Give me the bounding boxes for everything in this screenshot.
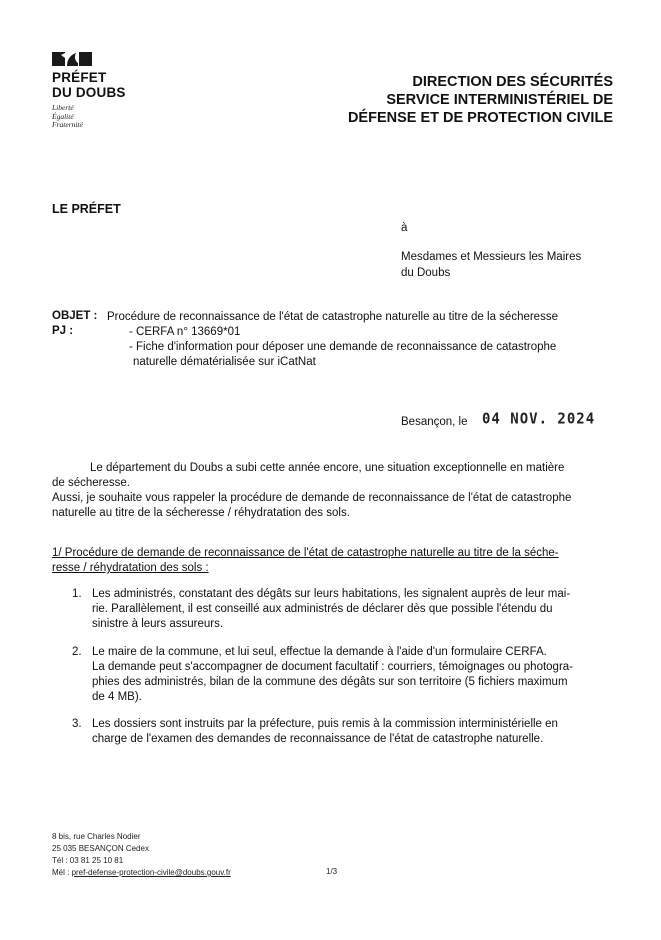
step-1-line-2: rie. Parallèlement, il est conseillé aux administrés de déclarer dès que possible l'étendu du	[92, 603, 553, 615]
objet-text: Procédure de reconnaissance de l'état de catastrophe naturelle au titre de la sécheresse	[107, 311, 558, 323]
marianne-logo-icon	[52, 52, 92, 66]
footer-mel	[52, 867, 231, 879]
recipient-a: à	[401, 222, 408, 234]
page-number: 1/3	[326, 867, 338, 876]
pj-item-2-line-1: - Fiche d'information pour déposer une demande de reconnaissance de catastrophe	[129, 341, 557, 353]
aussi-line-1: Aussi, je souhaite vous rappeler la procédure de demande de reconnaissance de l'état de catastrophe	[52, 492, 572, 504]
direction-heading	[348, 73, 613, 127]
direction-line-2: SERVICE INTERMINISTÉRIEL DE	[386, 92, 613, 108]
recipient-line-1: Mesdames et Messieurs les Maires	[401, 251, 582, 263]
aussi-line-2: naturelle au titre de la sécheresse / réhydratation des sols.	[52, 507, 350, 519]
footer-address-1: 8 bis, rue Charles Nodier	[52, 832, 141, 841]
step-3-line-1: Les dossiers sont instruits par la préfecture, puis remis à la commission interministérielle en	[92, 718, 558, 730]
step-3-number: 3.	[72, 718, 82, 730]
intro-line-1: Le département du Doubs a subi cette année encore, une situation exceptionnelle en matière	[90, 462, 565, 474]
section-title-line-1: 1/ Procédure de demande de reconnaissance de l'état de catastrophe naturelle au titre de la séche-	[52, 547, 559, 559]
pj-item-1: - CERFA n° 13669*01	[129, 326, 241, 338]
devise-fraternite: Fraternité	[52, 120, 83, 129]
footer-tel: Tél : 03 81 25 10 81	[52, 856, 124, 865]
objet-label: OBJET :	[52, 310, 98, 322]
footer-email-link[interactable]: pref-defense-protection-civile@doubs.gouv.fr	[71, 868, 231, 877]
step-3-line-2: charge de l'examen des demandes de reconnaissance de l'état de catastrophe naturelle.	[92, 733, 544, 745]
step-3-text	[92, 717, 614, 747]
recipient-line-2: du Doubs	[401, 267, 451, 279]
direction-line-3: DÉFENSE ET DE PROTECTION CIVILE	[347, 110, 613, 126]
step-2-line-1: Le maire de la commune, et lui seul, effectue la demande à l'aide d'un formulaire CERFA.	[92, 646, 547, 658]
step-1-line-1: Les administrés, constatant des dégâts sur leurs habitations, les signalent auprès de leur mai-	[92, 588, 571, 600]
devise-liberte: Liberté	[52, 103, 74, 112]
direction-line-1: DIRECTION DES SÉCURITÉS	[412, 74, 613, 90]
footer-mel-label: Mél :	[52, 868, 72, 877]
footer-contact	[52, 831, 231, 879]
step-2-line-2: La demande peut s'accompagner de document facultatif : courriers, témoignages ou photogra-	[92, 661, 574, 673]
step-2-number: 2.	[72, 646, 82, 658]
footer-address-2: 25 035 BESANÇON Cedex	[52, 844, 149, 853]
step-2-text	[92, 645, 614, 705]
pj-item-2-line-2: naturelle dématérialisée sur iCatNat	[133, 356, 316, 368]
prefet-title	[52, 70, 126, 100]
date-stamp: 04 NOV. 2024	[482, 410, 596, 428]
step-2-line-3: phies des administrés, bilan de la commune des dégâts sur son territoire (5 fichiers maximum	[92, 676, 568, 688]
prefet-line-1: PRÉFET	[52, 70, 107, 85]
step-1-line-3: sinistre à leurs assureurs.	[92, 618, 224, 630]
devise-egalite: Égalité	[52, 111, 74, 121]
sender: LE PRÉFET	[52, 202, 121, 216]
step-1-text	[92, 587, 614, 632]
devise	[52, 104, 83, 130]
prefet-line-2: DU DOUBS	[52, 85, 126, 100]
date-label: Besançon, le	[401, 416, 468, 428]
intro-line-2: de sécheresse.	[52, 477, 130, 489]
step-2-line-4: de 4 MB).	[92, 691, 142, 703]
pj-label: PJ :	[52, 325, 74, 337]
section-title-line-2: resse / réhydratation des sols :	[52, 562, 209, 574]
section-title	[52, 546, 614, 576]
step-1-number: 1.	[72, 588, 82, 600]
